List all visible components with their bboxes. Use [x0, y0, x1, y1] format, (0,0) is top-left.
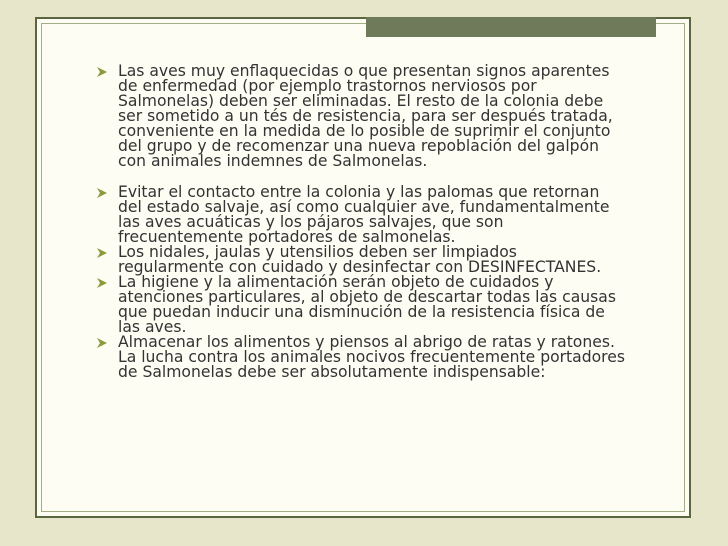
bullet-text: Almacenar los alimentos y piensos al abrigo de ratas y ratones. La lucha contra los animales nocivos frecuentemente portadores de Salmonelas debe ser absolutamente indispensable: [118, 333, 625, 381]
bullet-icon [96, 277, 108, 289]
bullet-icon [96, 337, 108, 349]
bullet-item-5 [60, 335, 625, 380]
accent-band [366, 17, 656, 37]
bullet-item-2 [60, 185, 625, 245]
bullet-text: Las aves muy enflaquecidas o que presentan signos aparentes de enfermedad (por ejemplo trastornos nerviosos por Salmonelas) deben ser eliminadas. El resto de la colonia debe ser sometido a un tés de resistencia, para ser después tratada, conveniente en la medida de lo posible de suprimir el conjunto del grupo y de recomenzar una nueva repoblación del galpón con animales indemnes de Salmonelas. [118, 62, 613, 170]
bullet-icon [96, 66, 108, 78]
bullet-text: Evitar el contacto entre la colonia y las palomas que retornan del estado salvaje, así como cualquier ave, fundamentalmente las aves acuáticas y los pájaros salvajes, que son frecuentemente portadores de salmonelas. [118, 183, 610, 246]
bullet-text: Los nidales, jaulas y utensilios deben ser limpiados regularmente con cuidado y desinfectar con DESINFECTANES. [118, 243, 602, 276]
bullet-item-4 [60, 275, 625, 335]
bullet-item-3 [60, 245, 625, 275]
bullet-item-1 [60, 64, 625, 169]
bullet-text: La higiene y la alimentación serán objeto de cuidados y atenciones particulares, al objeto de descartar todas las causas que puedan inducir una disminución de la resistencia física de las aves. [118, 273, 616, 336]
bullet-list [60, 64, 625, 380]
bullet-icon [96, 247, 108, 259]
bullet-icon [96, 187, 108, 199]
